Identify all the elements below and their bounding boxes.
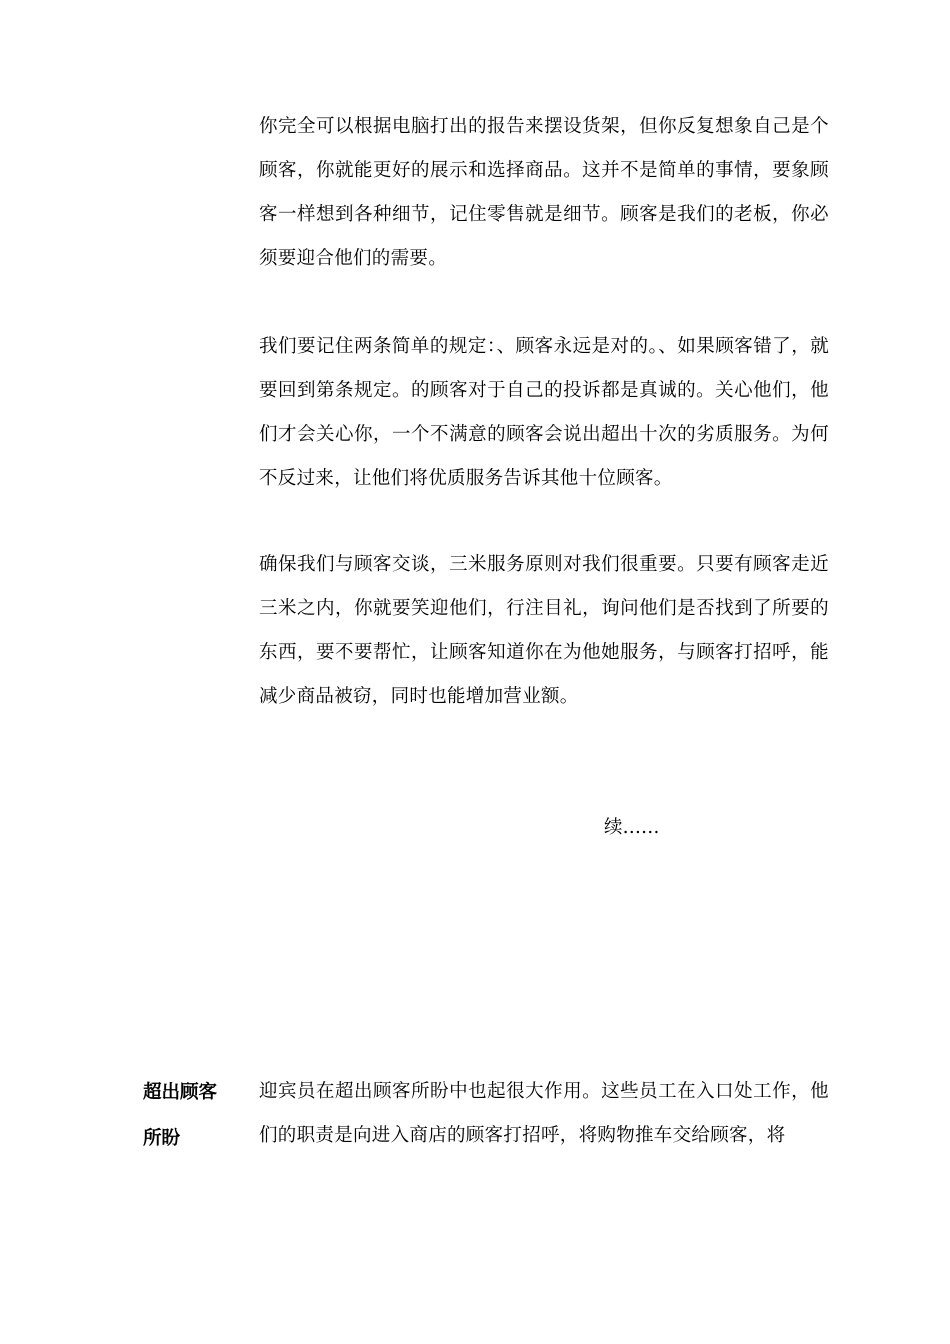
section-body-paragraph: 迎宾员在超出顾客所盼中也起很大作用。这些员工在入口处工作，他们的职责是向进入商店的顾客打招呼，将购物推车交给顾客，将 bbox=[259, 1081, 829, 1146]
body-paragraph: 确保我们与顾客交谈，三米服务原则对我们很重要。只要有顾客走近三米之内，你就要笑迎他们，行注目礼，询问他们是否找到了所要的东西，要不要帮忙，让顾客知道你在为他她服务，与顾客打招呼，能减少商品被窃，同时也能增加营业额。 bbox=[259, 554, 829, 707]
continued-mark: 续…… bbox=[604, 817, 660, 838]
body-paragraph: 我们要记住两条简单的规定：、顾客永远是对的。、如果顾客错了，就要回到第条规定。的顾客对于自己的投诉都是真诚的。关心他们，他们才会关心你，一个不满意的顾客会说出超出十次的劣质服务。为何不反过来，让他们将优质服务告诉其他十位顾客。 bbox=[259, 336, 829, 489]
section-heading: 超出顾客所盼 bbox=[143, 1082, 218, 1149]
body-paragraph: 你完全可以根据电脑打出的报告来摆设货架，但你反复想象自己是个顾客，你就能更好的展示和选择商品。这并不是简单的事情，要象顾客一样想到各种细节，记住零售就是细节。顾客是我们的老板，你必须要迎合他们的需要。 bbox=[259, 116, 829, 269]
